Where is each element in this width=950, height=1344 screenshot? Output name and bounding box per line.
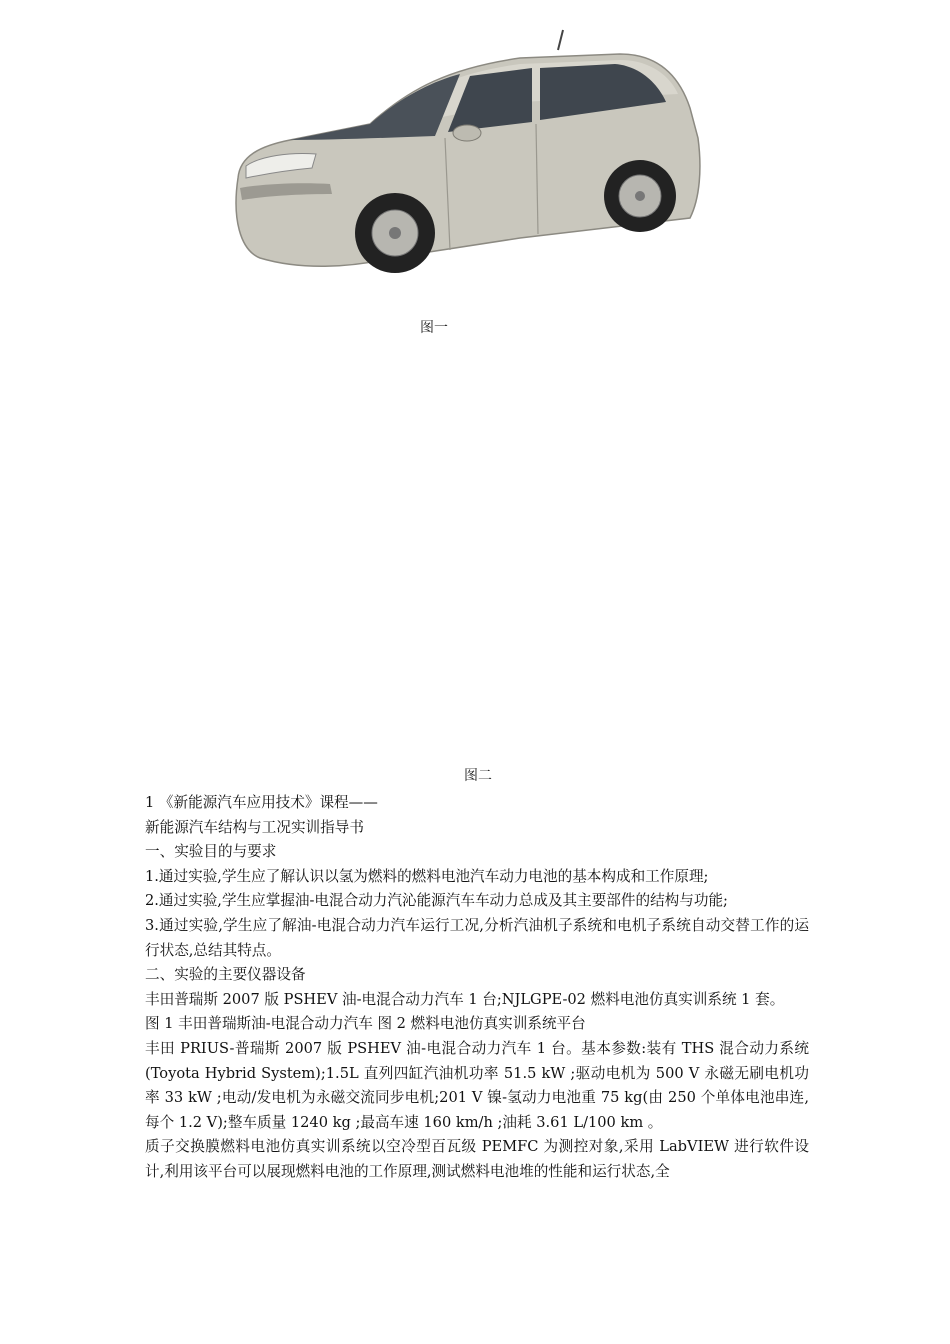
goal-3: 3.通过实验,学生应了解油-电混合动力汽车运行工况,分析汽油机子系统和电机子系统自动交替工作的运行状态,总结其特点。 [145,916,809,959]
figure2-caption: 图二 [464,768,492,784]
car-illustration [220,28,705,280]
side-mirror [453,125,481,141]
section2-heading: 二、实验的主要仪器设备 [145,966,306,984]
figure1-caption: 图一 [420,320,448,336]
equipment-list: 丰田普瑞斯 2007 版 PSHEV 油-电混合动力汽车 1 台;NJLGPE-02 燃料电池仿真实训系统 1 套。 [145,990,785,1008]
figure-labels: 图 1 丰田普瑞斯油-电混合动力汽车 图 2 燃料电池仿真实训系统平台 [145,1015,586,1033]
goal-1: 1.通过实验,学生应了解认识以氢为燃料的燃料电池汽车动力电池的基本构成和工作原理; [145,867,709,885]
prius-parameters: 丰田 PRIUS-普瑞斯 2007 版 PSHEV 油-电混合动力汽车 1 台。基本参数:装有 THS 混合动力系统(Toyota Hybrid System);1.5L 直列四缸汽油机功率 51.5 kW ;驱动电机为 500 V 永磁无刷电机功率 33 kW ;电动/发电机为永磁交流同步电机;201 V 镍-氢动力电池重 75 kg(由 250 个单体电池串连,每个 1.2 V);整车质量 1240 kg ;最高车速 160 km/h ;油耗 3.61 L/100 km 。 [145,1039,809,1131]
document-body [145,791,809,1185]
section1-heading: 一、实验目的与要求 [145,843,277,861]
antenna [558,30,563,50]
guide-title: 新能源汽车结构与工况实训指导书 [145,818,364,836]
windshield [290,74,460,140]
front-hub-center [389,227,401,239]
goal-2: 2.通过实验,学生应掌握油-电混合动力汽沁能源汽车车动力总成及其主要部件的结构与功能; [145,892,728,910]
rear-hub-center [635,191,645,201]
car-photo [220,28,705,280]
course-title: 1 《新能源汽车应用技术》课程—— [145,794,378,811]
pemfc-description: 质子交换膜燃料电池仿真实训系统以空冷型百瓦级 PEMFC 为测控对象,采用 LabVIEW 进行软件设计,利用该平台可以展现燃料电池的工作原理,测试燃料电池堆的性能和运行状态,全 [145,1138,809,1180]
